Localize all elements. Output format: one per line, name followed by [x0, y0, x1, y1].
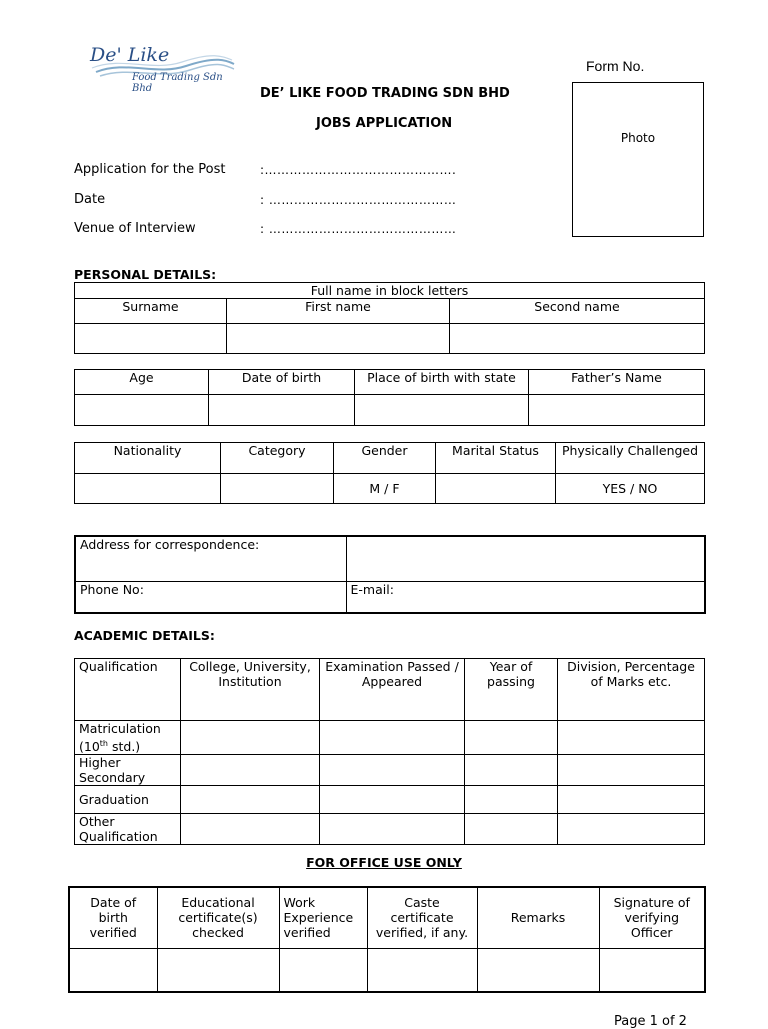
form-title: JOBS APPLICATION: [316, 116, 453, 131]
category-cell[interactable]: [221, 474, 334, 504]
physically-challenged-cell[interactable]: YES / NO: [556, 474, 705, 504]
academic-cell[interactable]: [320, 786, 465, 814]
graduation-label: Graduation: [75, 786, 181, 814]
signature-header: Signature of verifying Officer: [599, 887, 705, 948]
date-label: Date: [74, 192, 106, 207]
surname-header: Surname: [75, 299, 227, 324]
year-header: Year of passing: [465, 659, 558, 721]
post-value[interactable]: :……………………………………….: [260, 163, 457, 177]
office-cell[interactable]: [69, 948, 157, 992]
age-table: [74, 369, 705, 426]
academic-cell[interactable]: [181, 755, 320, 786]
office-use-title: FOR OFFICE USE ONLY: [306, 855, 462, 870]
dob-verified-header: Date of birth verified: [69, 887, 157, 948]
academic-cell[interactable]: [465, 814, 558, 845]
academic-cell[interactable]: [558, 755, 705, 786]
academic-cell[interactable]: [465, 721, 558, 755]
academic-cell[interactable]: [465, 786, 558, 814]
matriculation-label: Matriculation (10th std.): [75, 721, 181, 755]
place-of-birth-cell[interactable]: [355, 395, 529, 426]
qualification-header: Qualification: [75, 659, 181, 721]
personal-details-title: PERSONAL DETAILS:: [74, 267, 217, 282]
second-name-cell[interactable]: [450, 324, 705, 354]
educational-cert-header: Educational certificate(s) checked: [157, 887, 279, 948]
office-table: [68, 886, 706, 993]
nationality-table: [74, 442, 705, 504]
division-header: Division, Percentage of Marks etc.: [558, 659, 705, 721]
higher-secondary-label: Higher Secondary: [75, 755, 181, 786]
photo-box[interactable]: [572, 82, 704, 237]
address-table: [74, 535, 706, 614]
academic-cell[interactable]: [558, 721, 705, 755]
remarks-header: Remarks: [477, 887, 599, 948]
company-name: DE’ LIKE FOOD TRADING SDN BHD: [260, 86, 510, 101]
post-label: Application for the Post: [74, 162, 226, 177]
nationality-cell[interactable]: [75, 474, 221, 504]
first-name-cell[interactable]: [227, 324, 450, 354]
academic-cell[interactable]: [320, 721, 465, 755]
address-cell[interactable]: [346, 536, 705, 581]
page-number: Page 1 of 2: [614, 1014, 687, 1029]
date-value[interactable]: : ………………………………………: [260, 193, 457, 207]
academic-cell[interactable]: [181, 814, 320, 845]
physically-challenged-header: Physically Challenged: [556, 443, 705, 474]
second-name-header: Second name: [450, 299, 705, 324]
academic-details-title: ACADEMIC DETAILS:: [74, 628, 215, 643]
academic-table: [74, 658, 705, 845]
surname-cell[interactable]: [75, 324, 227, 354]
phone-label[interactable]: Phone No:: [75, 581, 346, 613]
academic-cell[interactable]: [558, 814, 705, 845]
academic-cell[interactable]: [320, 814, 465, 845]
dob-cell[interactable]: [209, 395, 355, 426]
office-cell[interactable]: [477, 948, 599, 992]
name-table: [74, 282, 705, 354]
academic-cell[interactable]: [181, 786, 320, 814]
work-experience-header: Work Experience verified: [279, 887, 367, 948]
email-label[interactable]: E-mail:: [346, 581, 705, 613]
academic-cell[interactable]: [558, 786, 705, 814]
office-cell[interactable]: [599, 948, 705, 992]
academic-cell[interactable]: [320, 755, 465, 786]
gender-header: Gender: [334, 443, 436, 474]
marital-status-cell[interactable]: [436, 474, 556, 504]
other-qualification-label: Other Qualification: [75, 814, 181, 845]
office-cell[interactable]: [157, 948, 279, 992]
nationality-header: Nationality: [75, 443, 221, 474]
venue-value[interactable]: : ………………………………………: [260, 222, 457, 236]
photo-label: Photo: [620, 131, 656, 145]
college-header: College, University, Institution: [181, 659, 320, 721]
gender-cell[interactable]: M / F: [334, 474, 436, 504]
father-name-cell[interactable]: [529, 395, 705, 426]
form-no-label: Form No.: [586, 58, 645, 74]
fullname-header: Full name in block letters: [75, 283, 705, 299]
logo-subtitle: Food Trading Sdn Bhd: [132, 72, 223, 94]
marital-status-header: Marital Status: [436, 443, 556, 474]
venue-label: Venue of Interview: [74, 221, 196, 236]
academic-cell[interactable]: [181, 721, 320, 755]
logo-name: De' Like: [90, 44, 170, 66]
office-cell[interactable]: [279, 948, 367, 992]
academic-cell[interactable]: [465, 755, 558, 786]
examination-header: Examination Passed / Appeared: [320, 659, 465, 721]
place-of-birth-header: Place of birth with state: [355, 370, 529, 395]
father-name-header: Father’s Name: [529, 370, 705, 395]
age-header: Age: [75, 370, 209, 395]
office-cell[interactable]: [367, 948, 477, 992]
category-header: Category: [221, 443, 334, 474]
caste-cert-header: Caste certificate verified, if any.: [367, 887, 477, 948]
age-cell[interactable]: [75, 395, 209, 426]
address-label: Address for correspondence:: [75, 536, 346, 581]
company-logo: [86, 42, 236, 94]
dob-header: Date of birth: [209, 370, 355, 395]
first-name-header: First name: [227, 299, 450, 324]
